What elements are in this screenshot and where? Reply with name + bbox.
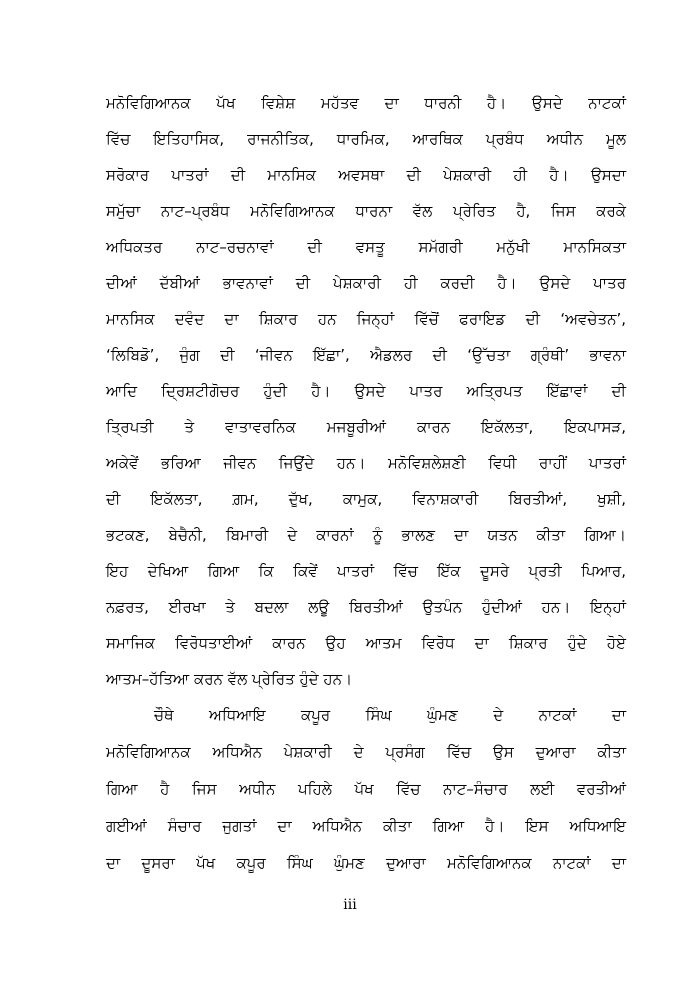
text-line: ਸਮਾਜਿਕ ਵਿਰੋਧਤਾਈਆਂ ਕਾਰਨ ਉਹ ਆਤਮ ਵਿਰੋਧ ਦਾ ਸ਼ਿਕਾਰ ਹੁੰਦੇ ਹੋਏ	[106, 634, 626, 652]
text-line: ਅਧਿਕਤਰ ਨਾਟ–ਰਚਨਾਵਾਂ ਦੀ ਵਸਤੂ ਸਮੱਗਰੀ ਮਨੁੱਖੀ ਮਾਨਸਿਕਤਾ	[106, 238, 626, 256]
text-line: ਨਫ਼ਰਤ, ਈਰਖਾ ਤੇ ਬਦਲਾ ਲਊ ਬਿਰਤੀਆਂ ਉਤਪੰਨ ਹੁੰਦੀਆਂ ਹਨ। ਇਨ੍ਹਾਂ	[106, 598, 626, 616]
text-line: ਮਾਨਸਿਕ ਦਵੰਦ ਦਾ ਸ਼ਿਕਾਰ ਹਨ ਜਿਨ੍ਹਾਂ ਵਿੱਚੋਂ ਫਰਾਇਡ ਦੀ ‘ਅਵਚੇਤਨ’,	[106, 310, 626, 328]
text-line: ‘ਲਿਬਿਡੋ’, ਜੁੰਗ ਦੀ ‘ਜੀਵਨ ਇੱਛਾ’, ਐਡਲਰ ਦੀ ‘ਉੱਚਤਾ ਗ੍ਰੰਥੀ’ ਭਾਵਨਾ	[106, 346, 626, 364]
text-line: ਭਟਕਣ, ਬੇਚੈਨੀ, ਬਿਮਾਰੀ ਦੇ ਕਾਰਨਾਂ ਨੂੰ ਭਾਲਣ ਦਾ ਯਤਨ ਕੀਤਾ ਗਿਆ।	[106, 526, 626, 544]
text-line: ਮਨੋਵਿਗਿਆਨਕ ਪੱਖ ਵਿਸ਼ੇਸ਼ ਮਹੱਤਵ ਦਾ ਧਾਰਨੀ ਹੈ। ਉਸਦੇ ਨਾਟਕਾਂ	[106, 94, 626, 112]
text-line: ਸਰੋਕਾਰ ਪਾਤਰਾਂ ਦੀ ਮਾਨਸਿਕ ਅਵਸਥਾ ਦੀ ਪੇਸ਼ਕਾਰੀ ਹੀ ਹੈ। ਉਸਦਾ	[106, 166, 626, 184]
text-line: ਮਨੋਵਿਗਿਆਨਕ ਅਧਿਐਨ ਪੇਸ਼ਕਾਰੀ ਦੇ ਪ੍ਰਸੰਗ ਵਿੱਚ ਉਸ ਦੁਆਰਾ ਕੀਤਾ	[106, 743, 626, 761]
text-line: ਦੀ ਇਕੱਲਤਾ, ਗ਼ਮ, ਦੁੱਖ, ਕਾਮੁਕ, ਵਿਨਾਸ਼ਕਾਰੀ ਬਿਰਤੀਆਂ, ਖੁਸ਼ੀ,	[106, 490, 626, 508]
text-line: ਗਿਆ ਹੈ ਜਿਸ ਅਧੀਨ ਪਹਿਲੇ ਪੱਖ ਵਿੱਚ ਨਾਟ–ਸੰਚਾਰ ਲਈ ਵਰਤੀਆਂ	[106, 780, 626, 798]
text-line: ਗਈਆਂ ਸੰਚਾਰ ਜੁਗਤਾਂ ਦਾ ਅਧਿਐਨ ਕੀਤਾ ਗਿਆ ਹੈ। ਇਸ ਅਧਿਆਇ	[106, 817, 626, 835]
text-line: ਆਦਿ ਦ੍ਰਿਸ਼ਟੀਗੋਚਰ ਹੁੰਦੀ ਹੈ। ਉਸਦੇ ਪਾਤਰ ਅਤ੍ਰਿਪਤ ਇੱਛਾਵਾਂ ਦੀ	[106, 382, 626, 400]
text-line: ਚੌਥੇ ਅਧਿਆਇ ਕਪੂਰ ਸਿੰਘ ਘੁੰਮਣ ਦੇ ਨਾਟਕਾਂ ਦਾ	[154, 706, 626, 724]
text-line: ਦਾ ਦੂਸਰਾ ਪੱਖ ਕਪੂਰ ਸਿੰਘ ਘੁੰਮਣ ਦੁਆਰਾ ਮਨੋਵਿਗਿਆਨਕ ਨਾਟਕਾਂ ਦਾ	[106, 854, 626, 872]
text-line: ਸਮੁੱਚਾ ਨਾਟ–ਪ੍ਰਬੰਧ ਮਨੋਵਿਗਿਆਨਕ ਧਾਰਨਾ ਵੱਲ ਪ੍ਰੇਰਿਤ ਹੈ, ਜਿਸ ਕਰਕੇ	[106, 202, 626, 220]
text-line: ਇਹ ਦੇਖਿਆ ਗਿਆ ਕਿ ਕਿਵੇਂ ਪਾਤਰਾਂ ਵਿੱਚ ਇੱਕ ਦੂਸਰੇ ਪ੍ਰਤੀ ਪਿਆਰ,	[106, 562, 626, 580]
text-line: ਤ੍ਰਿਪਤੀ ਤੇ ਵਾਤਾਵਰਨਿਕ ਮਜਬੂਰੀਆਂ ਕਾਰਨ ਇਕੱਲਤਾ, ਇਕਪਾਸੜ,	[106, 418, 626, 436]
text-line: ਆਤਮ–ਹੱਤਿਆ ਕਰਨ ਵੱਲ ਪ੍ਰੇਰਿਤ ਹੁੰਦੇ ਹਨ।	[106, 670, 353, 688]
text-line: ਅਕੇਵੇਂ ਭਰਿਆ ਜੀਵਨ ਜਿਉਂਦੇ ਹਨ। ਮਨੋਵਿਸ਼ਲੇਸ਼ਣੀ ਵਿਧੀ ਰਾਹੀਂ ਪਾਤਰਾਂ	[106, 454, 626, 472]
text-line: ਵਿੱਚ ਇਤਿਹਾਸਿਕ, ਰਾਜਨੀਤਿਕ, ਧਾਰਮਿਕ, ਆਰਥਿਕ ਪ੍ਰਬੰਧ ਅਧੀਨ ਮੂਲ	[106, 130, 626, 148]
text-line: ਦੀਆਂ ਦੱਬੀਆਂ ਭਾਵਨਾਵਾਂ ਦੀ ਪੇਸ਼ਕਾਰੀ ਹੀ ਕਰਦੀ ਹੈ। ਉਸਦੇ ਪਾਤਰ	[106, 274, 626, 292]
page-number: iii	[343, 897, 357, 913]
